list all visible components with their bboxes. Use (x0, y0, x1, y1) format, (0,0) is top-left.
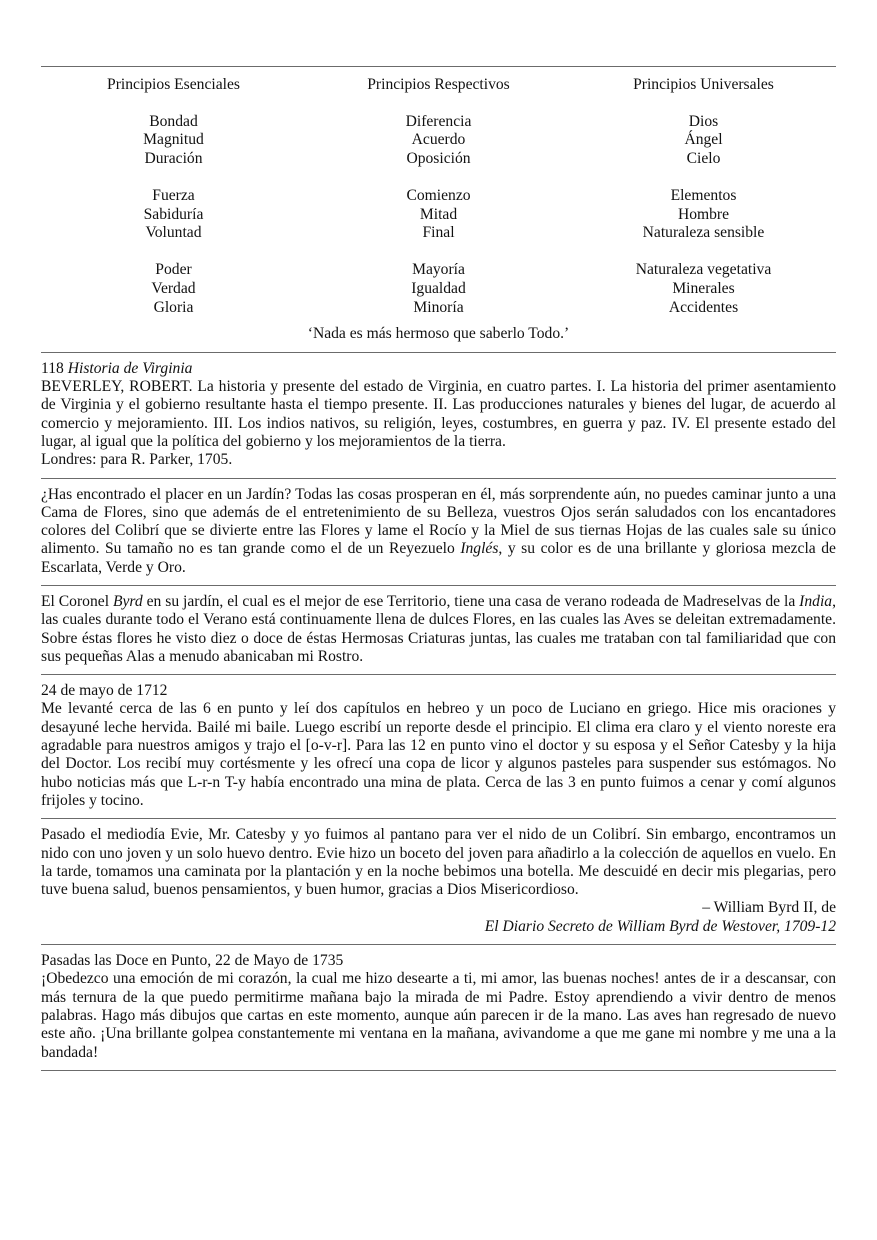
letter-date: Pasadas las Doce en Punto, 22 de Mayo de 1735 (41, 952, 344, 970)
principle-item: Naturaleza vegetativa (635, 261, 772, 279)
principle-item: Accidentes (668, 298, 739, 316)
column-heading: Principios Respectivos (367, 76, 510, 93)
principle-group (41, 113, 306, 169)
principle-item: Fuerza (152, 186, 195, 204)
quote-italic: Byrd (112, 592, 143, 610)
principle-item: Dios (688, 112, 719, 130)
principle-group (571, 261, 836, 317)
entry-imprint: Londres: para R. Parker, 1705. (41, 451, 233, 469)
quote-garden (41, 479, 836, 585)
principle-item: Voluntad (145, 224, 202, 242)
diary-afternoon (41, 819, 836, 944)
principle-item: Sabiduría (143, 205, 204, 223)
principle-group (41, 187, 306, 243)
principles-column-universal (571, 76, 836, 317)
diary-date: 24 de mayo de 1712 (41, 682, 168, 700)
principle-group (571, 187, 836, 243)
principle-group (41, 261, 306, 317)
letter-entry (41, 945, 836, 1070)
column-heading: Principios Universales (633, 76, 774, 93)
entry-title: Historia de Virginia (67, 359, 193, 377)
quote-italic: India (799, 592, 833, 610)
principle-item: Minerales (672, 279, 735, 297)
principle-item: Comienzo (406, 186, 471, 204)
principle-item: Verdad (151, 279, 196, 297)
principle-item: Naturaleza sensible (642, 224, 765, 242)
catalog-entry-118 (41, 353, 836, 478)
quote-text: en su jardín, el cual es el mejor de ese Territorio, tiene una casa de verano rodeada de Madreselvas de la (142, 592, 800, 610)
quote-byrd-garden (41, 586, 836, 674)
divider (41, 1070, 836, 1071)
diary-afternoon-body: Pasado el mediodía Evie, Mr. Catesby y yo fuimos al pantano para ver el nido de un Colibrí. Sin embargo, encontramos un nido con uno joven y un solo huevo dentro. Evie hizo un boceto del joven para añadirlo a la colección de aquellos en vuelo. En la tarde, tomamos una caminata por la plantación y en la noche bebimos una botella. Me descuidé en decir mis plegarias, pero tuve buena salud, buenos pensamientos, y buen humor, gracias a Dios Misericordioso. (41, 826, 836, 899)
diary-body: Me levanté cerca de las 6 en punto y leí dos capítulos en hebreo y un poco de Luciano en griego. Hice mis oraciones y desayuné leche hervida. Bailé mi baile. Luego escribí un reporte desde el principio. El clima era claro y el viento noreste era agradable para nuestros amigos y trajo el [o-v-r]. Para las 12 en punto vino el doctor y su esposa y el Señor Catesby y la hija del Doctor. Los recibí muy cortésmente y les ofrecí una copa de licor y algunos pasteles para suspender sus estómagos. No hubo noticias más que L-r-n T-y había encontrado una mina de plata. Cerca de las 3 en punto fuimos a cenar y comí algunos frijoles y tocino. (41, 700, 836, 809)
principle-item: Gloria (153, 298, 194, 316)
principle-item: Oposición (406, 149, 471, 167)
quote-text: , y su color es de una brillante y gloriosa mezcla de Escarlata, Verde y Oro. (41, 540, 836, 576)
principle-item: Mitad (419, 205, 458, 223)
principle-item: Final (422, 224, 455, 242)
motto: ‘Nada es más hermoso que saberlo Todo.’ (307, 325, 570, 343)
diary-entry (41, 675, 836, 818)
quote-text: ¿Has encontrado el placer en un Jardín? Todas las cosas prosperan en él, más sorprendente aún, no puedes caminar junto a una Cama de Flores, sino que además de el entretenimiento de su Belleza, vuestros Ojos serán saludados con los encantadores colores del Colibrí que se divierte entre las Flores y lame el Rocío y la Miel de sus tiernas Hojas de las cuales sale su único alimento. Su tamaño no es tan grande como el de un Reyezuelo (41, 485, 836, 558)
quote-italic: Inglés (460, 540, 499, 558)
principle-item: Igualdad (411, 279, 466, 297)
letter-body: ¡Obedezco una emoción de mi corazón, la cual me hizo desearte a ti, mi amor, las buenas noches! antes de ir a descansar, con más ternura de la que puedo permitirme mañana bajo la mirada de mi Padre. Estoy aprendiendo a vivir dentro de menos palabras. Hago más dibujos que cartas en este momento, aunque aún parecen ir de la mano. Las aves han regresado de nuevo este año. ¡Una brillante golpea constantemente mi ventana en la mañana, avivandome a que me gane mi nombre y me una a la bandada! (41, 970, 836, 1061)
principle-item: Ángel (684, 131, 723, 149)
principle-item: Magnitud (143, 131, 204, 149)
principle-item: Duración (144, 149, 203, 167)
principle-group (306, 187, 571, 243)
principle-item: Hombre (677, 205, 730, 223)
principle-item: Mayoría (412, 261, 465, 279)
principle-item: Bondad (149, 112, 198, 130)
principle-group (571, 113, 836, 169)
column-heading: Principios Esenciales (107, 76, 240, 93)
principle-item: Diferencia (405, 112, 472, 130)
document-page (41, 66, 836, 1071)
quote-text: , las cuales durante todo el Verano está continuamente llena de dulces Flores, en las cuales las Aves se deleitan extremadamente. Sobre éstas flores he visto diez o doce de éstas Hermosas Criaturas juntas, las cuales me trataban con tal familiaridad que con sus pequeñas Alas a menudo abanicaban mi Rostro. (41, 592, 836, 665)
diary-source: El Diario Secreto de William Byrd de Westover, 1709-12 (484, 917, 836, 935)
principle-group (306, 113, 571, 169)
entry-number: 118 (41, 359, 64, 377)
principles-table (41, 67, 836, 317)
principle-item: Minoría (413, 298, 464, 316)
entry-body: BEVERLEY, ROBERT. La historia y presente del estado de Virginia, en cuatro partes. I. La historia del primer asentamiento de Virginia y el gobierno resultante hasta el tiempo presente. II. Las producciones naturales y bienes del lugar, de acuerdo al comercio y mejoramiento. III. Los indios nativos, su religión, leyes, costumbres, en guerra y paz. IV. El presente estado del lugar, al igual que la política del gobierno y los mejoramientos de la tierra. (41, 378, 836, 450)
principle-group (306, 261, 571, 317)
entry-heading (41, 360, 836, 378)
principle-item: Cielo (686, 149, 721, 167)
principles-column-essential (41, 76, 306, 317)
principle-item: Elementos (670, 186, 737, 204)
principles-column-respective (306, 76, 571, 317)
principle-item: Poder (155, 261, 192, 279)
diary-attribution: – William Byrd II, de (702, 899, 836, 917)
quote-text: El Coronel (41, 592, 113, 610)
principle-item: Acuerdo (411, 131, 466, 149)
